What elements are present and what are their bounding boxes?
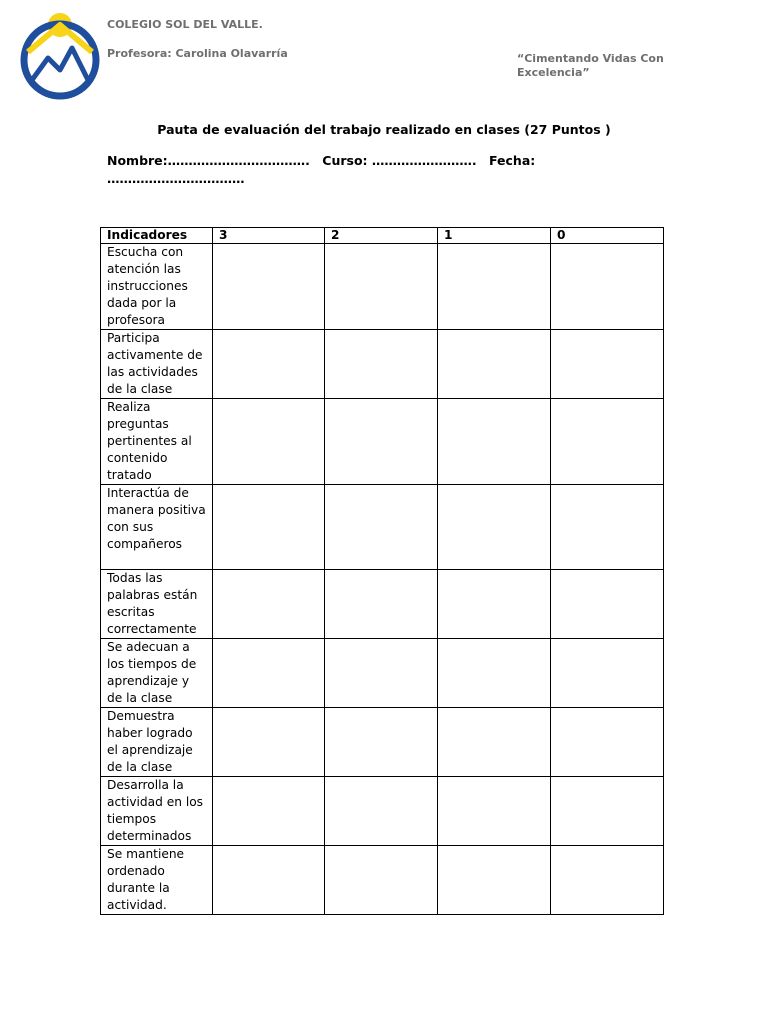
teacher-name: Profesora: Carolina Olavarría [107,47,288,60]
score-cell-3[interactable] [213,244,325,330]
score-cell-2[interactable] [325,708,438,777]
score-cell-1[interactable] [438,708,551,777]
name-field[interactable]: Nombre:……………………………. [107,153,310,168]
score-cell-1[interactable] [438,846,551,915]
score-cell-2[interactable] [325,570,438,639]
indicator-cell: Demuestra haber logrado el aprendizaje de la clase [101,708,213,777]
indicator-cell: Desarrolla la actividad en los tiempos determinados [101,777,213,846]
table-row [101,330,664,399]
student-fields [107,152,567,188]
score-cell-2[interactable] [325,399,438,485]
score-cell-2[interactable] [325,485,438,570]
score-cell-1[interactable] [438,330,551,399]
table-row [101,777,664,846]
table-row [101,570,664,639]
indicator-cell: Interactúa de manera positiva con sus compañeros [101,485,213,570]
score-cell-1[interactable] [438,570,551,639]
score-cell-0[interactable] [551,330,664,399]
header-score-0: 0 [551,228,664,244]
score-cell-3[interactable] [213,485,325,570]
score-cell-3[interactable] [213,708,325,777]
score-cell-0[interactable] [551,570,664,639]
score-cell-2[interactable] [325,244,438,330]
header-score-3: 3 [213,228,325,244]
table-row [101,708,664,777]
table-row [101,485,664,570]
date-field[interactable]: Fecha: [489,153,536,168]
indicator-cell: Participa activamente de las actividades de la clase [101,330,213,399]
score-cell-2[interactable] [325,777,438,846]
score-cell-0[interactable] [551,485,664,570]
school-name: COLEGIO SOL DEL VALLE. [107,18,263,31]
document-title: Pauta de evaluación del trabajo realizado en clases (27 Puntos ) [157,122,611,137]
header-score-1: 1 [438,228,551,244]
course-field[interactable]: Curso: ……………………. [322,153,477,168]
indicator-cell: Se mantiene ordenado durante la actividad. [101,846,213,915]
indicator-cell: Todas las palabras están escritas correctamente [101,570,213,639]
score-cell-2[interactable] [325,330,438,399]
table-header-row [101,228,664,244]
score-cell-1[interactable] [438,244,551,330]
table-row [101,399,664,485]
indicator-cell: Realiza preguntas pertinentes al contenido tratado [101,399,213,485]
school-logo [18,12,102,104]
header-score-2: 2 [325,228,438,244]
table-row [101,244,664,330]
score-cell-2[interactable] [325,639,438,708]
score-cell-0[interactable] [551,846,664,915]
school-motto: “Cimentando Vidas Con Excelencia” [517,52,664,79]
score-cell-3[interactable] [213,570,325,639]
score-cell-0[interactable] [551,244,664,330]
score-cell-1[interactable] [438,639,551,708]
score-cell-0[interactable] [551,708,664,777]
header-indicators: Indicadores [101,228,213,244]
score-cell-1[interactable] [438,777,551,846]
score-cell-0[interactable] [551,777,664,846]
table-row [101,846,664,915]
score-cell-0[interactable] [551,399,664,485]
indicator-cell: Escucha con atención las instrucciones dada por la profesora [101,244,213,330]
indicator-cell: Se adecuan a los tiempos de aprendizaje y de la clase [101,639,213,708]
mountain-icon [32,48,88,80]
score-cell-3[interactable] [213,399,325,485]
score-cell-3[interactable] [213,330,325,399]
date-line[interactable]: …………………………… [107,171,245,186]
score-cell-2[interactable] [325,846,438,915]
score-cell-3[interactable] [213,846,325,915]
table-row [101,639,664,708]
score-cell-1[interactable] [438,399,551,485]
score-cell-3[interactable] [213,639,325,708]
score-cell-1[interactable] [438,485,551,570]
rubric-table [100,227,664,915]
score-cell-3[interactable] [213,777,325,846]
score-cell-0[interactable] [551,639,664,708]
